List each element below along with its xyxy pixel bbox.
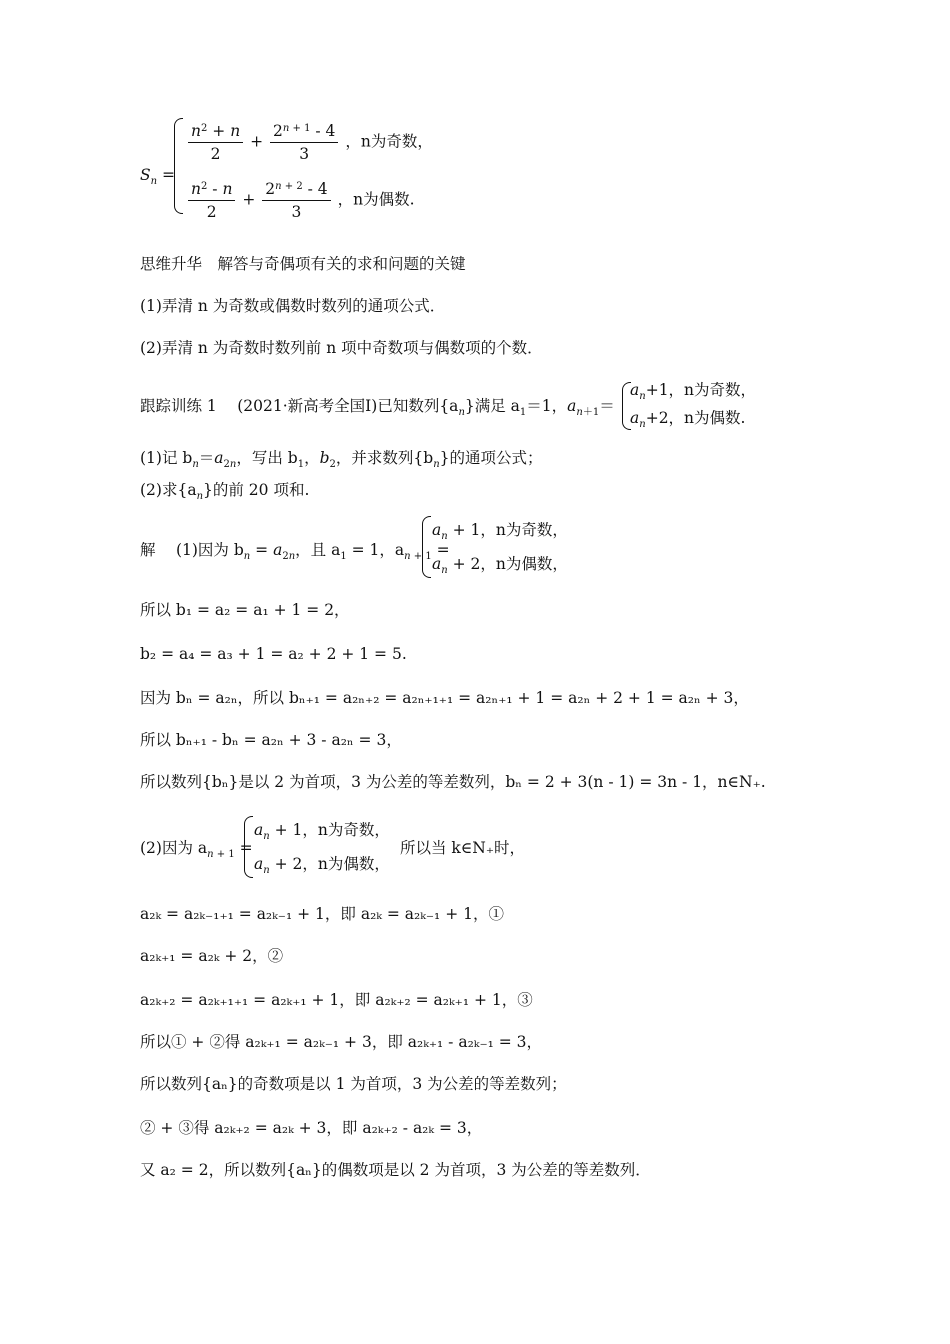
sn-brace [174,118,183,214]
part2-line-7: 又 a₂ = 2，所以数列{aₙ}的偶数项是以 2 为首项，3 为公差的等差数列． [140,1161,651,1179]
part2-case-even: $a_n + 2$，n为偶数， [254,855,390,876]
part2-line-4: 所以① + ②得 a₂ₖ₊₁ = a₂ₖ₋₁ + 3，即 a₂ₖ₊₁ - a₂ₖ₋₁ = 3， [140,1033,543,1051]
part2-line-3: a₂ₖ₊₂ = a₂ₖ₊₁₊₁ = a₂ₖ₊₁ + 1，即 a₂ₖ₊₂ = a₂ₖ₊₁ + 1，③ [140,991,533,1009]
solution-intro: 解 (1)因为 $b_n = a_{2n}$，且 $a_1 = 1$，$a_{n + 1}$ = [140,541,450,562]
part2-line-6: ② + ③得 a₂ₖ₊₂ = a₂ₖ + 3，即 a₂ₖ₊₂ - a₂ₖ = 3， [140,1119,483,1137]
solution-line-1: 所以 b₁ = a₂ = a₁ + 1 = 2， [140,601,350,619]
part2-intro: (2)因为 $a_{n + 1}$ = [140,839,253,860]
sn-case-odd: $\frac{n^2 + n}{2}$ + $\frac{2^{n + 1} - 4}{3}$ ，n为奇数， [186,122,433,163]
part2-case-odd: $a_n + 1$，n为奇数， [254,821,390,842]
solution-case-even: $a_n + 2$，n为偶数， [432,555,568,576]
part2-line-5: 所以数列{aₙ}的奇数项是以 1 为首项，3 为公差的等差数列； [140,1075,567,1093]
thinking-heading: 思维升华 解答与奇偶项有关的求和问题的关键 [140,255,466,273]
exercise-label: 跟踪训练 1 [140,397,217,415]
solution-line-2: b₂ = a₄ = a₃ + 1 = a₂ + 2 + 1 = 5. [140,645,407,663]
exercise-case-odd: $a_n+1$，n为奇数， [630,381,757,402]
part2-line-2: a₂ₖ₊₁ = a₂ₖ + 2，② [140,947,284,965]
part2-brace [244,816,253,878]
exercise-question-1: (1)记 $b_n=a_{2n}$，写出 $b_1$，$b_2$，并求数列$\{b_n\}$的通项公式； [140,449,543,470]
sn-label: $S_n$ = [140,166,175,187]
solution-line-5: 所以数列{bₙ}是以 2 为首项，3 为公差的等差数列，bₙ = 2 + 3(n - 1) = 3n - 1，n∈N₊. [140,773,766,791]
solution-line-4: 所以 bₙ₊₁ - bₙ = a₂ₙ + 3 - a₂ₙ = 3， [140,731,402,749]
solution-line-3: 因为 bₙ = a₂ₙ，所以 bₙ₊₁ = a₂ₙ₊₂ = a₂ₙ₊₁₊₁ = a₂ₙ₊₁ + 1 = a₂ₙ + 2 + 1 = a₂ₙ + 3， [140,689,749,707]
exercise-statement: 跟踪训练 1 (2021·新高考全国Ⅰ)已知数列$\{a_n\}$满足 $a_1=1$，$a_{n+1}=$ [140,397,615,418]
solution-case-odd: $a_n + 1$，n为奇数， [432,521,568,542]
exercise-question-2: (2)求$\{a_n\}$的前 20 项和. [140,481,310,502]
part2-line-1: a₂ₖ = a₂ₖ₋₁₊₁ = a₂ₖ₋₁ + 1，即 a₂ₖ = a₂ₖ₋₁ + 1，① [140,905,504,923]
exercise-case-even: $a_n+2$，n为偶数. [630,409,746,430]
sn-case-even: $\frac{n^2 - n}{2}$ + $\frac{2^{n + 2} - 4}{3}$ ，n为偶数. [186,180,415,221]
solution-brace [422,516,431,578]
thinking-point-1: (1)弄清 n 为奇数或偶数时数列的通项公式． [140,297,446,315]
thinking-point-2: (2)弄清 n 为奇数时数列前 n 项中奇数项与偶数项的个数． [140,339,543,357]
solution-label: 解 [140,541,156,559]
part2-when: 所以当 k∈N₊时， [400,839,526,857]
